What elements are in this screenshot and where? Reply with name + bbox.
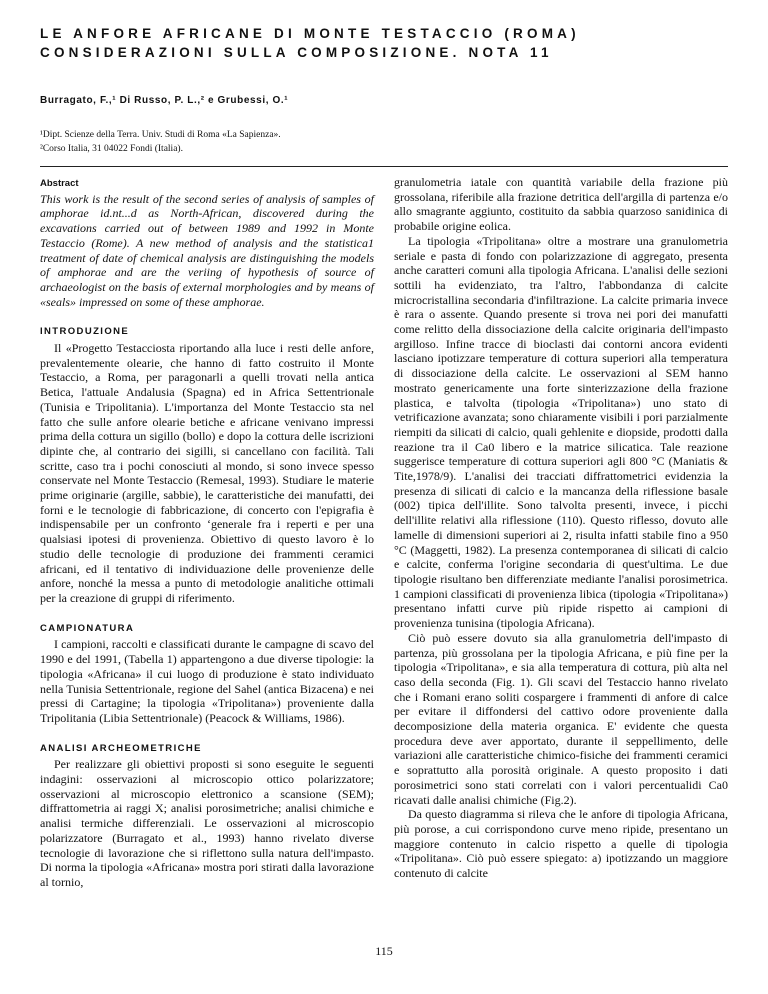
affiliation-1: ¹Dipt. Scienze della Terra. Univ. Studi di Roma «La Sapienza». bbox=[40, 130, 281, 140]
section-heading-analisi: ANALISI ARCHEOMETRICHE bbox=[40, 742, 202, 754]
right-paragraph-4: Da questo diagramma si rileva che le anfore di tipologia Africana, più porose, a cui corrispondono curve meno ripide, presentano un maggiore contenuto in calcio rispetto a quelle di tipologia «Tripolitana». Ciò può essere spiegato: a) ipotizzando un maggiore contenuto di calcite bbox=[394, 807, 728, 881]
right-paragraph-1: granulometria iatale con quantità variabile della frazione più grossolana, riferibile alla frazione detritica dell'argilla di partenza e/o allo smagrante aggiunto, costituito da sabbia quarzoso sanidinica di probabile origine eolica. bbox=[394, 175, 728, 234]
paper-title bbox=[40, 24, 740, 62]
section-heading-campionatura: CAMPIONATURA bbox=[40, 622, 135, 634]
title-line-2: CONSIDERAZIONI SULLA COMPOSIZIONE. NOTA 11 bbox=[40, 45, 553, 60]
affiliations bbox=[40, 128, 281, 156]
analisi-text: Per realizzare gli obiettivi proposti si sono eseguite le seguenti indagini: osservazioni al microscopio ottico polarizzatore; osservazioni al microscopio elettronico a scansione (SEM); diffrattometria ai raggi X; analisi porosimetriche; analisi chimiche e analisi termiche differenziali. Le osservazioni al microscopio polarizzatore (Burragato et al., 1993) hanno rivelato diverse tecnologie di lavorazione che si riflettono sulla natura dell'impasto. Di norma la tipologia «Africana» mostra pori stirati dalla lavorazione al tornio, bbox=[40, 757, 374, 889]
right-paragraph-2: La tipologia «Tripolitana» oltre a mostrare una granulometria seriale e pasta di fondo con polarizzazione di aggregato, presenta anche caratteri comuni alla tipologia Africana. L'analisi delle sezioni sottili ha evidenziato, tra l'altro, l'abbondanza di calcite microcristallina secondaria d'infiltrazione. La calcite primaria invece è rara o assente. Quando presente si trova nei pori dei manufatti come relitto della dissociazione della calcite originaria dell'impasto argilloso. Infine tracce di bioclasti dai contorni ancora evidenti lasciano ipotizzare temperature di cottura superiori alla temperatura di dissociazione della calcite. Le osservazioni al SEM hanno mostrato genericamente una forte sinterizzazione della frazione plastica, e talvolta (tipologia «Tripolitana») uno stato di vetrificazione avanzata; sono chiaramente visibili i pori parzialmente riempiti da silicati di calcio, quali gehlenite e diopside, prodotti dalla reazione tra il Ca0 libero e la matrice silicatica. Tale reazione suggerisce temperature di cottura superiori agli 800 °C (Maniatis & Tite,1978/9). L'analisi dei tracciati diffrattometrici evidenzia la presenza di silicati di calcio e la mancanza della riflessione basale (002) tipica dell'illite. Sono talvolta presenti, invece, i picchi dell'illite relativi alla riflessione (110). Questo riflesso, dovuto alle lamelle di dimensioni superiori ai 2, risulta infatti stabile fino a 950 °C (Maggetti, 1982). La presenza contemporanea di silicati di calcio e calcite, conferma l'origine secondaria di quest'ultima. Le due tipologie risultano ben differenziate mediante l'analisi porosimetrica. 1 campioni classificati di provenienza libica (tipologia «Tripolitana») presentano infatti curve più ripide rispetto ai campioni di provenienza tunisina (tipologia Africana). bbox=[394, 233, 728, 631]
affiliation-2: ²Corso Italia, 31 04022 Fondi (Italia). bbox=[40, 144, 183, 154]
title-line-1: LE ANFORE AFRICANE DI MONTE TESTACCIO (ROMA) bbox=[40, 26, 580, 41]
abstract-heading: Abstract bbox=[40, 178, 79, 189]
header-divider bbox=[40, 166, 728, 167]
left-column bbox=[40, 175, 374, 890]
campionatura-text: I campioni, raccolti e classificati durante le campagne di scavo del 1990 e del 1991, (Tabella 1) appartengono a due diverse tipologie: la tipologia «Africana» il cui luogo di produzione è stato individuato nella Tunisia Settentrionale, regione del Sahel (antica Bizacena) e nei pressi di Cartagine; la tipologia «Tripolitana») proveniente dalla Tripolitania (Libia Settentrionale) (Peacock & Williams, 1986). bbox=[40, 637, 374, 725]
section-heading-introduzione: INTRODUZIONE bbox=[40, 326, 130, 338]
right-column bbox=[394, 175, 728, 881]
page-number: 115 bbox=[375, 944, 393, 958]
abstract-text: This work is the result of the second series of analysis of samples of amphorae id.nt...d as North-African, discovered during the excavations carried out of between 1989 and 1992 in Monte Testaccio (Rome). A new method of analysis and the statistica1 treatment of date of chemical analysis are distinguishing the models of amphorae and are the veriing of hypothesis of source of archaeologist on the basis of external morphologies and by means of «seals» impressed on some of these amphorae. bbox=[40, 191, 374, 309]
authors: Burragato, F.,¹ Di Russo, P. L.,² e Grubessi, O.¹ bbox=[40, 95, 289, 106]
right-paragraph-3: Ciò può essere dovuto sia alla granulometria dell'impasto di partenza, più grossolana per la tipologia Africana, e più fine per la tipologia «Tripolitana», e sia alla temperatura di cottura, più alta nel caso della seconda (Fig. 1). Gli scavi del Testaccio hanno rivelato che i Romani erano soliti cospargere i frammenti di anfore di calce per evitare il diffondersi del cattivo odore proveniente dalla decomposizione della materia organica. E' evidente che questa procedura deve aver apportato, durante il seppellimento, delle variazioni alle caratteristiche chimico-fisiche dei frammenti ceramici e soprattutto alla porosità originale. A questo proposito i dati porosimetrici sono stati correlati con i valori percentualidi Ca0 ricavati dalle analisi chimiche (Fig.2). bbox=[394, 630, 728, 807]
introduzione-text: Il «Progetto Testacciosta riportando alla luce i resti delle anfore, prevalentemente olearie, che hanno di fatto costruito il Monte Testaccio, a Roma, per paragonarli a quelli trovati nella antica Betica, l'attuale Andalusia (Spagna) ed in Africa Settentrionale (Tunisia e Tripolitania). L'importanza del Monte Testaccio sta nel fatto che sulle anfore olearie betiche e africane venivano impressi prima della cottura un sigillo (bollo) e dopo la cottura delle iscrizioni dipinte che, al contrario dei sigilli, si cancellano con facilità. Tali scritte, caso tra i pochi conosciuti al mondo, si sono invece spesso conservate nel Monte Testaccio (Remesal, 1993). Studiare le materie prime originarie (argille, sabbie), le caratteristiche dei manufatti, dei forni e le tecnologie di fabbricazione, di concerto con l'epigrafia è indispensabile per un confronto ‘generale fra i reperti e per una qualsiasi ipotesi di provenienza. Obiettivo di questo lavoro è lo studio delle tecnologie di produzione dei frammenti ceramici africani, ed il tentativo di individuazione delle provenienze delle anfore, nonché la messa a punto di metodologie analitiche ottimali per la creazione di gruppi di riferimento. bbox=[40, 341, 374, 605]
